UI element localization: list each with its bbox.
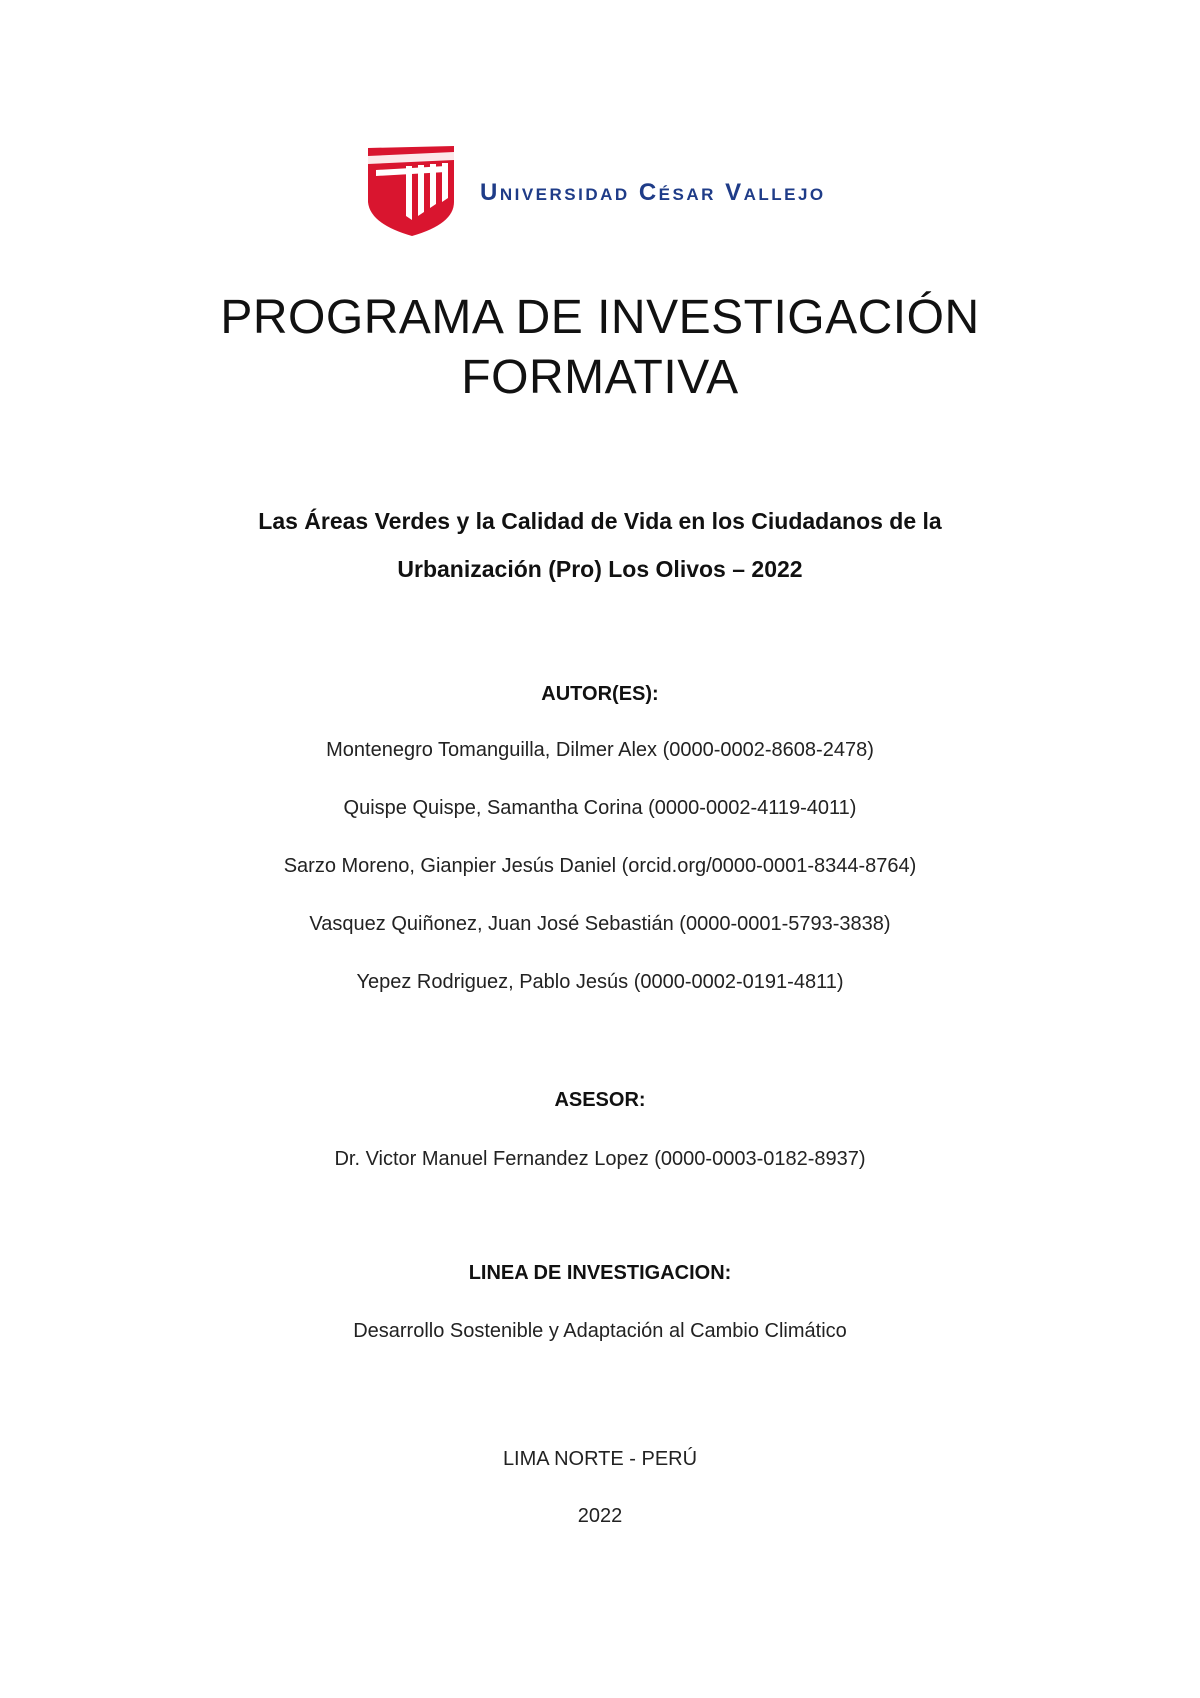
author-item: Montenegro Tomanguilla, Dilmer Alex (0000-0002-8608-2478) [326, 739, 874, 761]
work-title-line1: Las Áreas Verdes y la Calidad de Vida en los Ciudadanos de la [258, 508, 942, 534]
work-title [0, 497, 1200, 593]
program-title-line1: PROGRAMA DE INVESTIGACIÓN [220, 291, 980, 344]
program-title-line2: FORMATIVA [461, 351, 739, 404]
shield-icon [366, 146, 456, 236]
research-line-name: Desarrollo Sostenible y Adaptación al Cambio Climático [353, 1320, 847, 1342]
program-title [0, 288, 1200, 408]
advisor-heading: ASESOR: [554, 1089, 646, 1111]
advisor-name: Dr. Victor Manuel Fernandez Lopez (0000-0003-0182-8937) [334, 1148, 866, 1170]
author-item: Vasquez Quiñonez, Juan José Sebastián (0000-0001-5793-3838) [309, 913, 891, 935]
work-title-line2: Urbanización (Pro) Los Olivos – 2022 [397, 556, 803, 582]
authors-heading: AUTOR(ES): [541, 683, 659, 705]
year-text: 2022 [577, 1505, 623, 1527]
authors-list [0, 735, 1200, 1025]
place-text: LIMA NORTE - PERÚ [502, 1448, 698, 1470]
university-name: Universidad César Vallejo [480, 179, 826, 206]
university-logo [366, 146, 826, 236]
author-item: Yepez Rodriguez, Pablo Jesús (0000-0002-0191-4811) [356, 971, 844, 993]
author-item: Sarzo Moreno, Gianpier Jesús Daniel (orcid.org/0000-0001-8344-8764) [283, 855, 917, 877]
research-line-heading: LINEA DE INVESTIGACION: [468, 1262, 732, 1284]
author-item: Quispe Quispe, Samantha Corina (0000-0002-4119-4011) [343, 797, 857, 819]
